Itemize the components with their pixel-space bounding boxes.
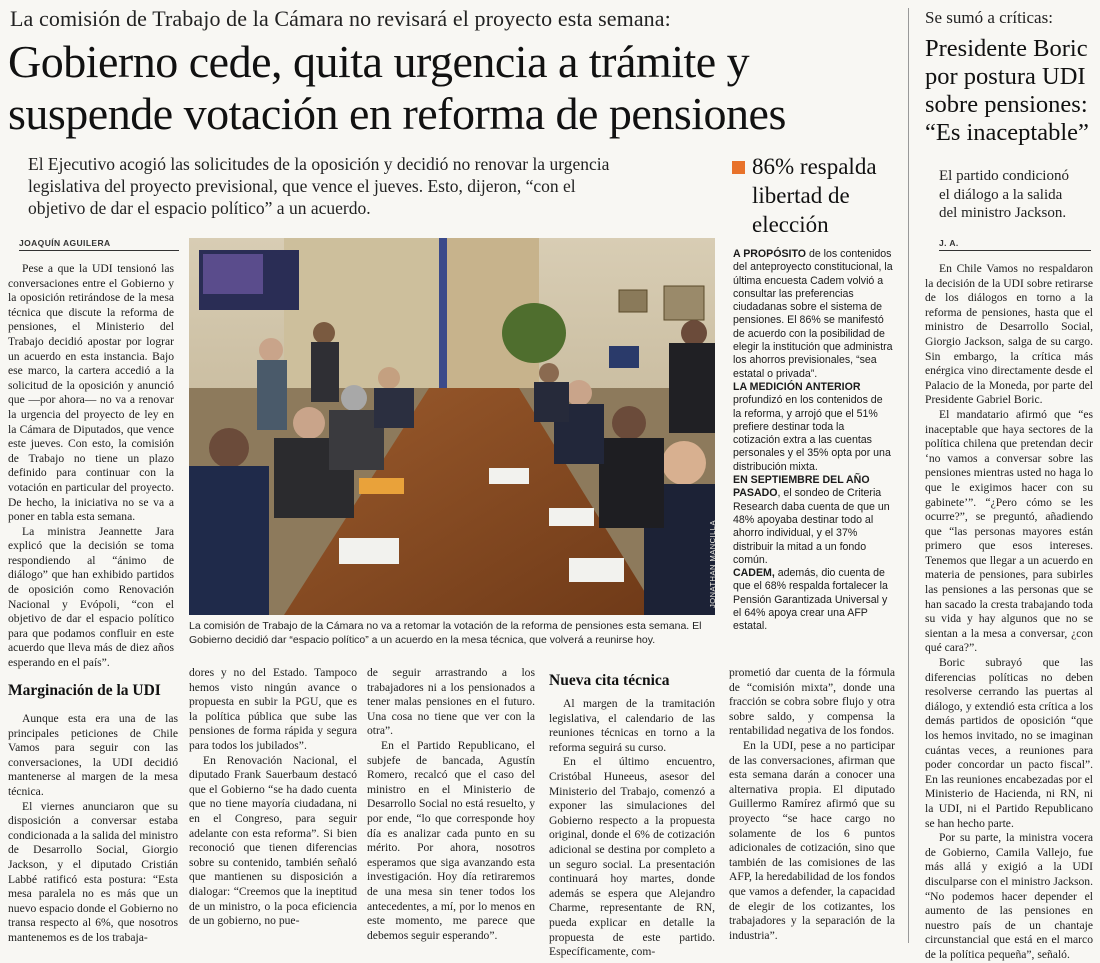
byline-rule: [19, 250, 179, 251]
sidebar-block-2: [733, 381, 893, 474]
col5-paragraph-1: prometió dar cuenta de la fórmula de “comisión mixta”, donde una fracción se cobra sobre flujo y otra sobre saldo, y compensa la rentabilidad negativa de los fondos.: [729, 666, 895, 738]
right-lead-line-3: del ministro Jackson.: [939, 205, 1067, 221]
sidebar-block-3: [733, 474, 893, 567]
col4-paragraph-2: En el último encuentro, Cristóbal Huneeus, asesor del Ministerio del Trabajo, comenzó a exponer las simulaciones del Gobierno respecto a la propuesta original, donde el 6% de cotización adicional se destina por completo a un seguro social. La presentación continuará hoy martes, donde además se espera que Alejandro Charme, representante de RN, pueda explicar en detalle la propuesta de este partido. Específicamente, com-: [549, 755, 715, 959]
col4-paragraph-1: Al margen de la tramitación legislativa, el calendario de las reuniones técnicas en torno a la reforma seguirá su curso.: [549, 697, 715, 754]
sidebar-headline-1: 86% respalda: [752, 154, 877, 179]
sidebar-block-3-text: , el sondeo de Criteria Research daba cuenta de que un 48% apoyaba destinar todo al ahorro individual, y el 37% distribuir la mitad a un fondo común.: [733, 487, 890, 566]
col2-paragraph-2: En Renovación Nacional, el diputado Frank Sauerbaum destacó que el Gobierno “se ha dado cuenta que no tiene mayoría ciudadana, ni en el Congreso, para seguir adelante con esta reforma”. Si bien reconoció que tienen diferencias sobre su contenido, también señaló que mantienen su disposición a dialogar: “Creemos que la ineptitud de un ministro, o la poca eficiencia de un gobierno, no pue-: [189, 753, 357, 928]
col1-paragraph-2: La ministra Jeannette Jara explicó que la decisión se toma respondiendo al “ánimo de diálogo” que han exhibido partidos de oposición como Renovación Nacional y Evópoli, “con el objetivo de dar el espacio político para que podamos confluir en este acuerdo que lleva más de diez años esperando en el país”.: [8, 524, 174, 670]
accent-square-icon: [732, 161, 745, 174]
byline: JOAQUÍN AGUILERA: [19, 238, 111, 248]
section-udi-paragraph-1: Aunque esta era una de las principales peticiones de Chile Vamos para seguir con las conversaciones, la UDI decidió mantenerse al margen de la mesa técnica.: [8, 712, 178, 798]
right-lead: [939, 167, 1069, 223]
lead-paragraph: [28, 153, 718, 219]
right-lead-line-1: El partido condicionó: [939, 168, 1069, 184]
section-udi-body: [8, 712, 178, 946]
lead-line-1: El Ejecutivo acogió las solicitudes de la oposición y decidió no renovar la urgencia: [28, 154, 610, 174]
sidebar-block-2-lead: LA MEDICIÓN ANTERIOR: [733, 380, 861, 393]
col4-body: [549, 697, 715, 960]
right-body: [925, 262, 1093, 963]
right-kicker: Se sumó a críticas:: [925, 8, 1053, 27]
sidebar-block-3-lead: EN SEPTIEMBRE DEL AÑO PASADO: [733, 474, 870, 500]
sidebar-block-2-text: profundizó en los contenidos de la reforma, y arrojó que el 51% prefiere destinar toda la cotización extra a las cuentas personales y el 35% opta por una distribución mixta.: [733, 394, 891, 473]
sidebar-headline-2: libertad de: [752, 183, 850, 208]
section-udi: [8, 682, 178, 700]
section-heading-nueva-cita: Nueva cita técnica: [549, 672, 670, 689]
lead-line-3: objetivo de dar el espacio político” a un acuerdo.: [28, 198, 371, 218]
photo-credit: JONATHAN MANCILLA: [708, 520, 717, 608]
headline-line-2: suspende votación en reforma de pensiones: [8, 88, 786, 139]
photo-caption: La comisión de Trabajo de la Cámara no va a retomar la votación de la reforma de pensiones esta semana. El Gobierno decidió dar “espacio político” a un acuerdo en la mesa técnica, que volverá a reunirse hoy.: [189, 620, 702, 646]
sidebar-block-1: [733, 248, 893, 381]
sidebar-block-4-text: además, dio cuenta de que el 68% respalda fortalecer la Pensión Garantizada Universal y el 64% apoya crear una AFP estatal.: [733, 567, 888, 633]
right-byline-rule: [939, 250, 1091, 251]
sidebar-body: [733, 248, 893, 634]
col3-paragraph-2: En el Partido Republicano, el subjefe de bancada, Agustín Romero, recalcó que el caso del ministro en el Ministerio de Desarrollo Social no está resuelto, y por ende, “lo que corresponde hoy día es analizar cada punto en su mérito. Por ahora, nosotros esperamos que siga avanzando esta investigación. Hoy día retiraremos de una mesa sin tener todos los antecedentes, a mí, por lo menos en este momento, me parece que debemos seguir esperando”.: [367, 738, 535, 942]
section-udi-paragraph-2: El viernes anunciaron que su disposición a conversar estaba condicionada a la salida del ministro de Desarrollo Social, Giorgio Jackson, y el diputado Cristián Labbé ratificó esta postura: “Esta mesa paralela no es más que un nuevo espacio donde el Gobierno no transa respecto al 6%, que nosotros mantenemos es de los trabaja-: [8, 799, 178, 944]
col5-paragraph-2: En la UDI, pese a no participar de las conversaciones, afirman que esta semana darán a conocer una alternativa propia. El diputado Guillermo Ramírez afirmó que su proyecto “se hace cargo no solamente de los 6 puntos adicionales de cotización, sino que también de las comisiones de las AFP, la heredabilidad de los fondos que vamos a defender, la capacidad de elegir de los cotizantes, los trabajadores y la separación de la industria”.: [729, 738, 895, 942]
col1-paragraph-1: Pese a que la UDI tensionó las conversaciones entre el Gobierno y la oposición retirándose de la mesa técnica que discute la reforma de pensiones, el Ministerio del Trabajo decidió apostar por lograr un acuerdo en esta instancia. Bajo ese marco, la cartera accedió a la solicitud de la oposición y anunció que —por ahora— no va a renovar la urgencia del proyecto de ley en la Cámara de Diputados, que vence este jueves. Con esto, la comisión de Trabajo no tiene un plazo definido para continuar con la votación en particular del proyecto. De hecho, la iniciativa no se va a poner en tabla esta semana.: [8, 262, 174, 524]
right-paragraph-1: En Chile Vamos no respaldaron la decisión de la UDI sobre retirarse de los diálogos en torno a la reforma de pensiones, hasta que el ministro de Desarrollo Social, Giorgio Jackson, salga de su cargo. Sin embargo, la crítica más enérgica vino directamente desde el Palacio de la Moneda, por parte del Presidente Gabriel Boric.: [925, 262, 1093, 407]
sidebar-block-4-lead: CADEM,: [733, 567, 775, 580]
col2-body: [189, 666, 357, 929]
sidebar-block-1-lead: A PROPÓSITO: [733, 248, 806, 260]
right-headline-3: sobre pensiones:: [925, 91, 1088, 118]
col2-paragraph-1: dores y no del Estado. Tampoco hemos visto ningún avance o propuesta en subir la PGU, que es la política pública que sube las pensiones de forma rápida y segura para todos los jubilados”.: [189, 666, 357, 752]
right-headline-4: “Es inaceptable”: [925, 119, 1089, 146]
right-paragraph-4: Por su parte, la ministra vocera de Gobierno, Camila Vallejo, fue más allá y exigió a la UDI disculparse con el ministro Jackson. “No podemos hacer depender el aumento de las pensiones en nuestro país de un chantaje circunstancial que está en el marco de la política pequeña”, señaló.: [925, 831, 1093, 961]
right-paragraph-3: Boric subrayó que las diferencias políticas no deben resolverse cerrando las puertas al diálogo, y extendió esta crítica a los demás partidos de oposición “que los hemos invitado, no se imaginan cuántas veces, a reuniones para poder concordar un pacto fiscal”. En las reuniones encabezadas por el Ministerio de Hacienda, ni RN, ni la UDI, ni el Partido Republicano se han hecho parte.: [925, 656, 1093, 830]
sidebar-headline-3: elección: [752, 212, 829, 237]
sidebar-block-4: [733, 567, 893, 633]
lead-line-2: legislativa del proyecto previsional, que vence el jueves. Esto, dijeron, “con el: [28, 176, 576, 196]
photo-committee-session: [189, 238, 715, 615]
kicker: La comisión de Trabajo de la Cámara no revisará el proyecto esta semana:: [10, 6, 671, 31]
col1-body: [8, 262, 174, 671]
column-divider: [908, 8, 909, 943]
right-headline-1: Presidente Boric: [925, 35, 1088, 62]
col3-body: [367, 666, 535, 943]
photo-illustration: [189, 238, 715, 615]
right-byline: J. A.: [939, 238, 959, 248]
sidebar-block-1-text: de los contenidos del anteproyecto constitucional, la última encuesta Cadem volvió a consultar las preferencias ciudadanas sobre el sistema de pensiones. El 86% se manifestó de acuerdo con la posibilidad de elegir la institución que administra los ahorros previsionales, “sea estatal o privada”.: [733, 248, 893, 380]
section-heading-udi: Marginación de la UDI: [8, 682, 161, 699]
section-nueva-cita: [549, 672, 717, 690]
headline-line-1: Gobierno cede, quita urgencia a trámite y: [8, 36, 750, 87]
col3-paragraph-1: de seguir arrastrando a los trabajadores ni a los pensionados a tener malas pensiones en el futuro. Una cosa no tiene que ver con la otra”.: [367, 666, 535, 738]
right-lead-line-2: el diálogo a la salida: [939, 186, 1063, 203]
right-headline-2: por postura UDI: [925, 63, 1086, 90]
right-paragraph-2: El mandatario afirmó que “es inaceptable que haya sectores de la política chilena que pretendan decir ‘no vamos a conversar sobre las pensiones mientras usted no haga lo que le exigimos hacer con su gabinete’”. “¿Pero cómo se les ocurre?”, se preguntó, añadiendo que “las personas mayores están primero que esos intereses. Tenemos que llegar a un acuerdo en materia de pensiones, para subirles las pensiones a las personas que se han sacado la cresta trabajando toda su vida y hay algunos que no se sientan a la mesa a conversar, ¿con qué cara?”.: [925, 407, 1093, 655]
col5-body: [729, 666, 895, 943]
